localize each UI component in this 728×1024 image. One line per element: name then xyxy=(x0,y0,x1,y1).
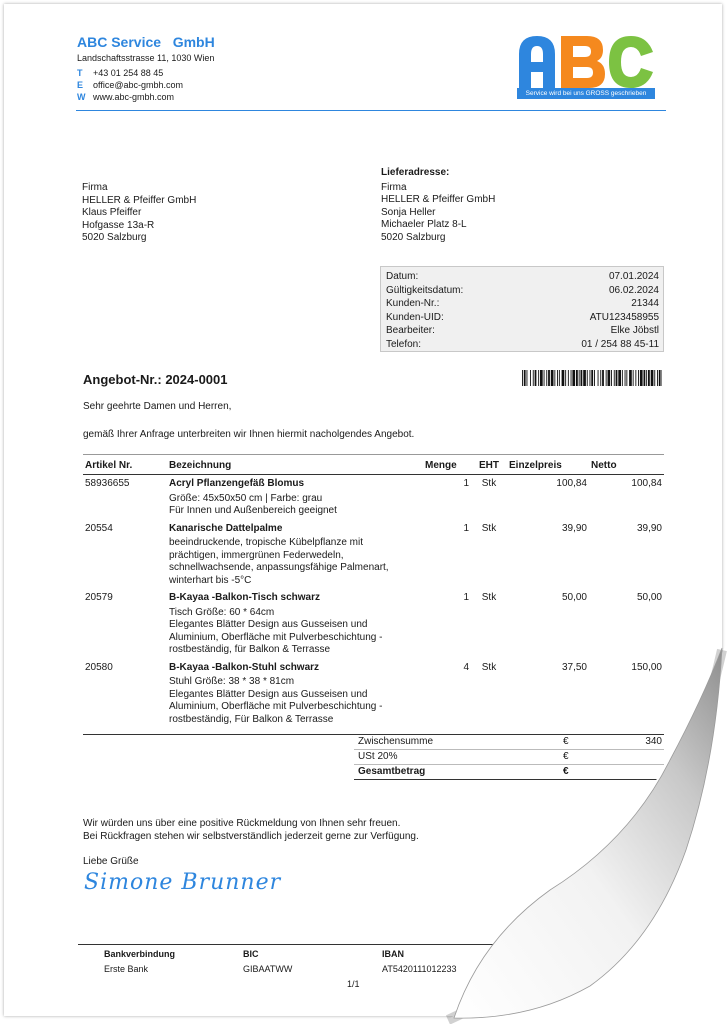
cell-article: 20580 xyxy=(85,661,113,673)
barcode-bar xyxy=(640,370,643,386)
header-description: Bezeichnung xyxy=(167,455,423,475)
barcode-bar xyxy=(533,370,534,386)
barcode-bar xyxy=(606,370,607,386)
info-row xyxy=(386,311,659,325)
recipient-line: HELLER & Pfeiffer GmbH xyxy=(82,194,197,206)
barcode-bar xyxy=(581,370,583,386)
barcode-bar xyxy=(530,370,531,386)
barcode-bar xyxy=(557,370,558,386)
cell-article: 58936655 xyxy=(85,478,130,489)
product-name: Kanarische Dattelpalme xyxy=(169,522,283,534)
product-description: Größe: 45x50x50 cm | Farbe: grau Für Innen und Außenbereich geeignet xyxy=(169,492,337,516)
cell-description xyxy=(167,475,423,520)
barcode-graphic xyxy=(522,370,662,386)
greeting: Sehr geehrte Damen und Herren, xyxy=(83,401,232,412)
barcode-bar xyxy=(546,370,547,386)
offer-title: Angebot-Nr.: 2024-0001 xyxy=(83,372,228,387)
header-divider xyxy=(76,110,666,111)
footer-iban-value: AT5420111012233 xyxy=(382,964,457,974)
barcode-bar xyxy=(522,370,523,386)
barcode-bar xyxy=(571,370,572,386)
product-description: Stuhl Größe: 38 * 38 * 81cm Elegantes Blätter Design aus Gusseisen und Aluminium, Oberfläche mit Pulverbeschichtung - rostbeständig, Für Balkon & Terrasse xyxy=(169,676,383,725)
barcode-bar xyxy=(548,370,550,386)
cell-unit-price: 37,50 xyxy=(561,661,587,673)
page-curl-graphic xyxy=(440,640,728,1024)
barcode-bar xyxy=(611,370,612,386)
info-value: ATU123458955 xyxy=(589,311,659,323)
contact-phone xyxy=(77,67,183,79)
barcode-bar xyxy=(587,370,588,386)
barcode-bar xyxy=(579,370,580,386)
grand-total-label: Gesamtbetrag xyxy=(358,766,426,777)
barcode-bar xyxy=(591,370,593,386)
barcode-bar xyxy=(626,370,627,386)
barcode-bar xyxy=(527,370,528,386)
closing-line-1: Wir würden uns über eine positive Rückmeldung von Ihnen sehr freuen. xyxy=(83,818,401,829)
info-label: Telefon: xyxy=(386,338,422,350)
vat-label: USt 20% xyxy=(358,751,398,762)
barcode-bar xyxy=(635,370,636,386)
delivery-heading: Lieferadresse: xyxy=(381,167,450,178)
barcode-bar xyxy=(602,370,604,386)
barcode-bar xyxy=(662,370,663,386)
barcode-bar xyxy=(538,370,539,386)
barcode-bar xyxy=(540,370,543,386)
web-value: www.abc-gmbh.com xyxy=(93,92,175,102)
info-label: Kunden-Nr.: xyxy=(386,298,440,310)
cell-unit: Stk xyxy=(481,478,497,489)
barcode-bar xyxy=(618,370,621,386)
barcode-bar xyxy=(629,370,632,386)
grand-total-currency: € xyxy=(563,766,569,777)
delivery-line: Sonja Heller xyxy=(381,206,436,218)
header-unit: EHT xyxy=(471,455,507,475)
delivery-line: 5020 Salzburg xyxy=(381,231,446,243)
company-name: ABC Service GmbH xyxy=(77,34,215,50)
signature: Simone Brunner xyxy=(84,870,282,895)
recipient-line: Firma xyxy=(82,182,108,193)
product-name: B-Kayaa -Balkon-Tisch schwarz xyxy=(169,592,320,603)
barcode-bar xyxy=(616,370,618,386)
footer-bic-value: GIBAATWW xyxy=(243,964,293,974)
barcode-bar xyxy=(625,370,626,386)
barcode-bar xyxy=(559,370,560,386)
header-quantity: Menge xyxy=(423,455,471,475)
logo-tagline: Service wird bei uns GROSS geschrieben xyxy=(517,88,655,99)
product-name: B-Kayaa -Balkon-Stuhl schwarz xyxy=(169,661,320,673)
email-label: E xyxy=(77,80,84,90)
web-label: W xyxy=(77,92,86,102)
header-net: Netto xyxy=(589,455,664,475)
recipient-line: Klaus Pfeiffer xyxy=(82,207,142,218)
table-row xyxy=(83,475,664,520)
closing-line-2: Bei Rückfragen stehen wir selbstverständlich jederzeit gerne zur Verfügung. xyxy=(83,831,419,842)
cell-unit: Stk xyxy=(481,522,497,534)
barcode-bar xyxy=(608,370,611,386)
barcode-bar xyxy=(633,370,634,386)
subtotal-value: 340 xyxy=(645,736,662,747)
barcode-bar xyxy=(654,370,655,386)
barcode-bar xyxy=(646,370,647,386)
cell-quantity: 1 xyxy=(463,522,469,534)
delivery-line: Firma xyxy=(381,181,407,193)
delivery-line: HELLER & Pfeiffer GmbH xyxy=(381,194,496,205)
cell-quantity: 1 xyxy=(463,592,469,603)
company-contact xyxy=(77,67,183,103)
table-row xyxy=(83,520,664,590)
info-row xyxy=(386,270,659,284)
info-row xyxy=(386,297,659,311)
regards: Liebe Grüße xyxy=(83,856,139,867)
info-value: 06.02.2024 xyxy=(608,284,659,296)
barcode-bar xyxy=(590,370,591,386)
cell-article: 20554 xyxy=(85,522,113,534)
cell-article: 20579 xyxy=(85,592,113,603)
vat-currency: € xyxy=(563,751,569,762)
subtotal-label: Zwischensumme xyxy=(358,736,434,747)
subtotal-currency: € xyxy=(563,736,569,747)
info-value: Elke Jöbstl xyxy=(610,325,659,337)
phone-value: +43 01 254 88 45 xyxy=(93,68,164,78)
cell-unit: Stk xyxy=(481,592,497,603)
cell-description xyxy=(167,659,423,729)
cell-quantity: 4 xyxy=(463,661,469,673)
footer-iban-label: IBAN xyxy=(382,949,404,959)
info-value: 21344 xyxy=(631,298,659,310)
barcode-bar xyxy=(600,370,601,386)
barcode-bar xyxy=(659,370,661,386)
info-value: 01 / 254 88 45-11 xyxy=(581,338,659,350)
cell-quantity: 1 xyxy=(463,478,469,489)
barcode-bar xyxy=(622,370,623,386)
footer-bic-label: BIC xyxy=(243,949,259,959)
barcode-bar xyxy=(594,370,595,386)
contact-email xyxy=(77,79,183,91)
company-logo xyxy=(517,32,655,100)
logo-letters-graphic xyxy=(517,32,655,88)
footer-bank-value: Erste Bank xyxy=(104,964,149,974)
cell-net: 39,90 xyxy=(636,522,662,534)
cell-unit-price: 39,90 xyxy=(561,522,587,534)
cell-description xyxy=(167,520,423,590)
barcode-bar xyxy=(614,370,615,386)
contact-web xyxy=(77,91,183,103)
info-label: Kunden-UID: xyxy=(386,311,444,323)
barcode-bar xyxy=(638,370,639,386)
info-label: Gültigkeitsdatum: xyxy=(386,284,464,296)
delivery-line: Michaeler Platz 8-L xyxy=(381,219,467,230)
page-number: 1/1 xyxy=(347,979,360,989)
barcode-bar xyxy=(583,370,586,386)
barcode-bar xyxy=(554,370,555,386)
company-street: Landschaftsstrasse 11, 1030 Wien xyxy=(77,53,215,63)
cell-net: 100,84 xyxy=(631,478,662,489)
cell-unit: Stk xyxy=(481,661,497,673)
barcode-bar xyxy=(648,370,650,386)
barcode-bar xyxy=(568,370,569,386)
barcode-bar xyxy=(572,370,575,386)
footer-bank-label: Bankverbindung xyxy=(104,949,176,959)
barcode-bar xyxy=(657,370,658,386)
barcode-bar xyxy=(535,370,537,386)
logo-letter-c xyxy=(609,36,653,88)
barcode-bar xyxy=(565,370,566,386)
info-label: Datum: xyxy=(386,271,419,282)
barcode-bar xyxy=(644,370,646,386)
info-row xyxy=(386,324,659,338)
barcode-bar xyxy=(562,370,565,386)
product-name: Acryl Pflanzengefäß Blomus xyxy=(169,478,305,489)
logo-letter-b xyxy=(561,36,605,88)
cell-net: 150,00 xyxy=(631,661,662,673)
table-header-row xyxy=(83,455,664,475)
cell-description xyxy=(167,589,423,659)
phone-label: T xyxy=(77,68,83,78)
barcode-bar xyxy=(598,370,599,386)
header-unit-price: Einzelpreis xyxy=(507,455,589,475)
barcode-bar xyxy=(524,370,526,386)
intro-text: gemäß Ihrer Anfrage unterbreiten wir Ihnen hiermit nacholgendes Angebot. xyxy=(83,429,415,440)
barcode-bar xyxy=(551,370,554,386)
cell-unit-price: 50,00 xyxy=(561,592,587,603)
product-description: beeindruckende, tropische Kübelpflanze mit prächtigen, immergrünen Federwedeln, schnellwachsende, anpassungsfähige Palmenart, winterhart bis -5°C xyxy=(169,537,389,586)
cell-net: 50,00 xyxy=(636,592,662,603)
barcode-bar xyxy=(651,370,654,386)
recipient-address xyxy=(82,182,196,245)
barcode-bar xyxy=(544,370,545,386)
delivery-address xyxy=(381,167,495,244)
recipient-line: Hofgasse 13a-R xyxy=(82,219,155,231)
cell-unit-price: 100,84 xyxy=(556,478,587,489)
info-row xyxy=(386,338,659,352)
product-description: Tisch Größe: 60 * 64cm Elegantes Blätter Design aus Gusseisen und Aluminium, Oberfläche mit Pulverbeschichtung - rostbeständig, für Balkon & Terrasse xyxy=(169,606,383,655)
header-article: Artikel Nr. xyxy=(83,455,167,475)
logo-letter-a xyxy=(519,36,555,88)
barcode-bar xyxy=(576,370,578,386)
document-info-box xyxy=(380,266,664,352)
info-label: Bearbeiter: xyxy=(386,325,435,337)
info-row xyxy=(386,284,659,298)
info-value: 07.01.2024 xyxy=(608,271,659,282)
recipient-line: 5020 Salzburg xyxy=(82,232,147,243)
email-value: office@abc-gmbh.com xyxy=(93,80,184,90)
